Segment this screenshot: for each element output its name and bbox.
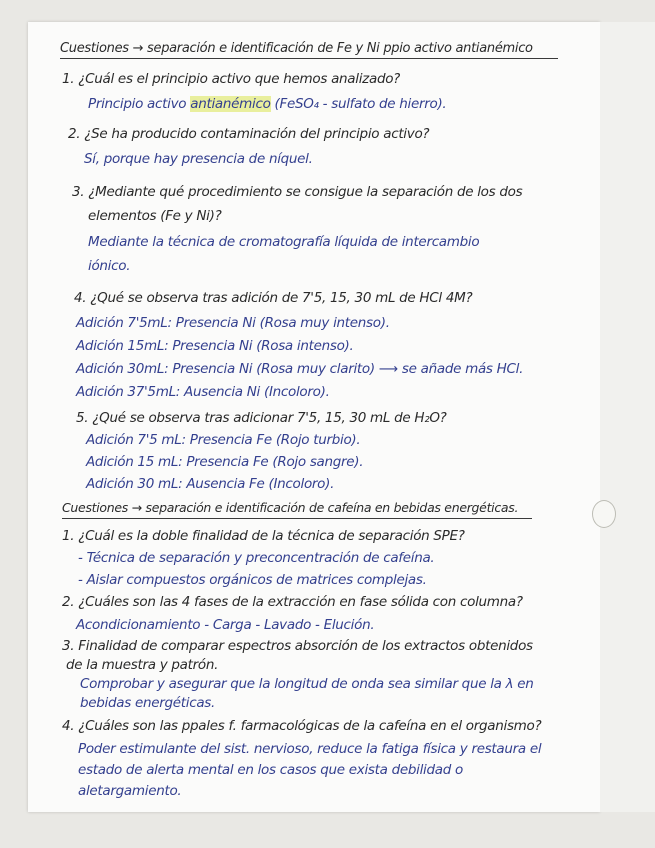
s1-q5-answer-1: Adición 7'5 mL: Presencia Fe (Rojo turbio). <box>86 432 361 448</box>
s1-q5-answer-3: Adición 30 mL: Ausencia Fe (Incoloro). <box>86 476 335 492</box>
s1-q3-question-l1: 3. ¿Mediante qué procedimiento se consigue la separación de los dos <box>72 184 523 200</box>
binder-hole <box>592 500 616 528</box>
s1-q1-answer-highlight: antianémico <box>190 96 271 112</box>
s2-q4-question: 4. ¿Cuáles son las ppales f. farmacológicas de la cafeína en el organismo? <box>62 718 542 734</box>
section2-heading: Cuestiones → separación e identificación de cafeína en bebidas energéticas. <box>62 500 519 515</box>
s1-q1-answer <box>88 98 446 112</box>
s1-q1-answer-pre: Principio activo <box>88 96 191 112</box>
s1-q4-answer-3: Adición 30mL: Presencia Ni (Rosa muy clarito) ⟶ se añade más HCl. <box>76 361 524 377</box>
s2-q3-answer-l1: Comprobar y asegurar que la longitud de onda sea similar que la λ en <box>80 676 534 692</box>
s1-q5-question: 5. ¿Qué se observa tras adicionar 7'5, 15, 30 mL de H₂O? <box>76 410 447 426</box>
s2-q3-question-l1: 3. Finalidad de comparar espectros absorción de los extractos obtenidos <box>62 638 533 654</box>
s2-q4-answer-l3: aletargamiento. <box>78 783 182 799</box>
section1-heading: Cuestiones → separación e identificación de Fe y Ni ppio activo antianémico <box>60 41 533 56</box>
s1-q4-answer-2: Adición 15mL: Presencia Ni (Rosa intenso). <box>76 338 354 354</box>
s1-q4-answer-1: Adición 7'5mL: Presencia Ni (Rosa muy intenso). <box>76 315 390 331</box>
s1-q3-answer-l2: iónico. <box>88 258 131 274</box>
s2-q1-question: 1. ¿Cuál es la doble finalidad de la técnica de separación SPE? <box>62 528 465 544</box>
heading-underline <box>60 58 558 59</box>
s1-q3-question-l2: elementos (Fe y Ni)? <box>88 208 222 224</box>
s2-q1-answer-2: - Aislar compuestos orgánicos de matrices complejas. <box>78 572 427 588</box>
s1-q1-answer-post: (FeSO₄ - sulfato de hierro). <box>270 96 447 112</box>
s2-q1-answer-1: - Técnica de separación y preconcentración de cafeína. <box>78 550 435 566</box>
s2-q4-answer-l2: estado de alerta mental en los casos que exista debilidad o <box>78 762 463 778</box>
s2-q2-question: 2. ¿Cuáles son las 4 fases de la extracción en fase sólida con columna? <box>62 594 523 610</box>
s2-q4-answer-l1: Poder estimulante del sist. nervioso, reduce la fatiga física y restaura el <box>78 741 542 757</box>
s1-q1-question: 1. ¿Cuál es el principio activo que hemos analizado? <box>62 71 401 87</box>
s2-q3-question-l2: de la muestra y patrón. <box>66 657 219 673</box>
s2-q2-answer: Acondicionamiento - Carga - Lavado - Elución. <box>76 617 375 633</box>
s1-q5-answer-2: Adición 15 mL: Presencia Fe (Rojo sangre). <box>86 454 364 470</box>
page-edge <box>600 22 655 812</box>
section2-underline <box>62 518 532 519</box>
s1-q4-question: 4. ¿Qué se observa tras adición de 7'5, 15, 30 mL de HCl 4M? <box>74 290 473 306</box>
s1-q2-question: 2. ¿Se ha producido contaminación del principio activo? <box>68 126 430 142</box>
s1-q3-answer-l1: Mediante la técnica de cromatografía líquida de intercambio <box>88 234 480 250</box>
s2-q3-answer-l2: bebidas energéticas. <box>80 695 216 711</box>
s1-q4-answer-4: Adición 37'5mL: Ausencia Ni (Incoloro). <box>76 384 330 400</box>
s1-q2-answer: Sí, porque hay presencia de níquel. <box>84 151 313 167</box>
